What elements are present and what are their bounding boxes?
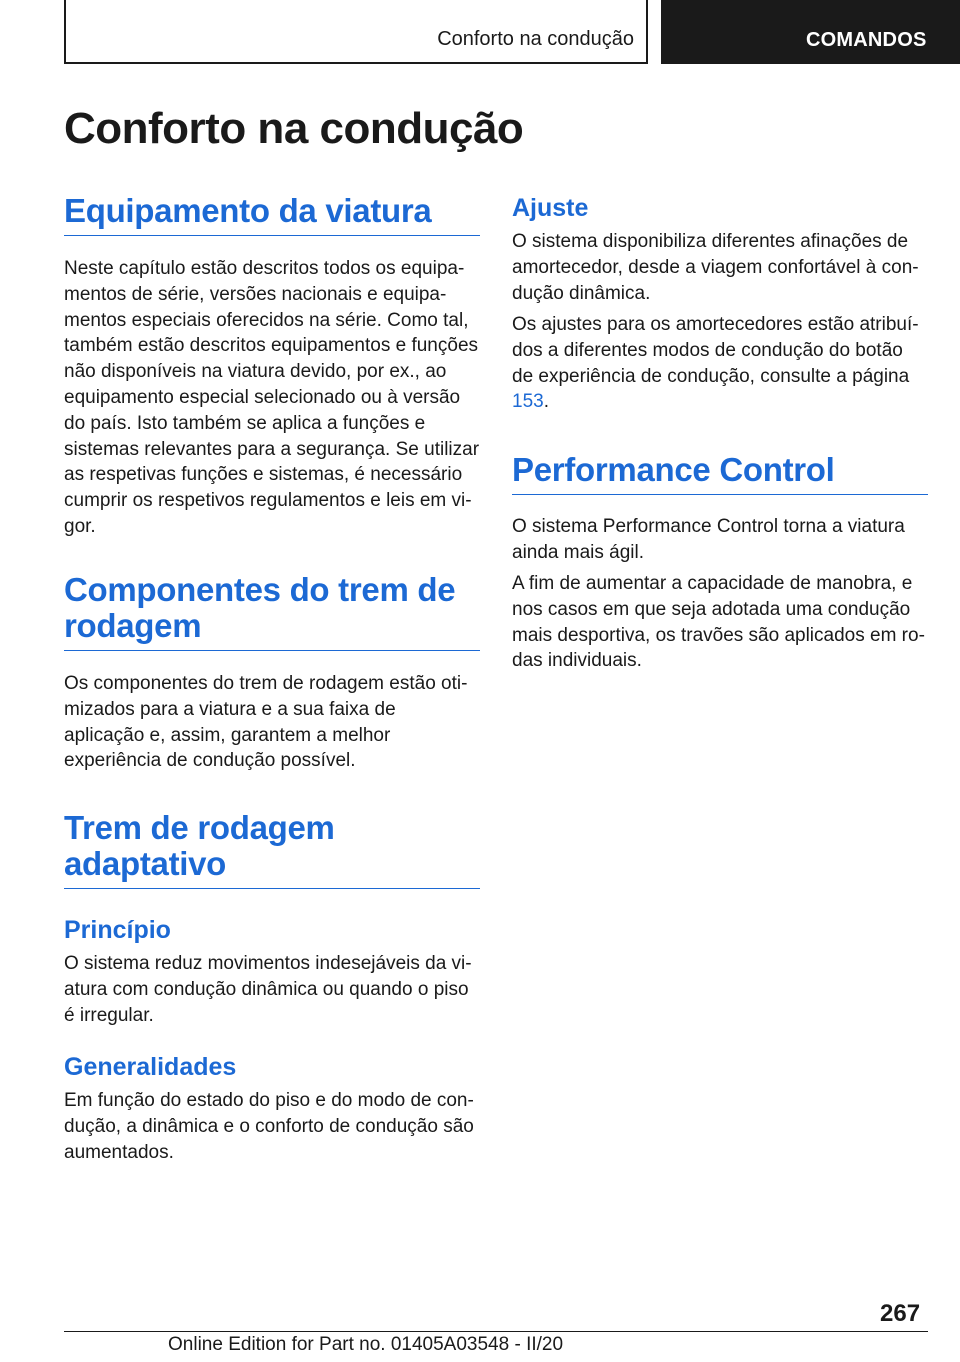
header-section-title: Conforto na condução xyxy=(437,28,634,50)
paragraph-ajuste-2-text: Os ajustes para os amortecedores estão atribuídos a diferentes modos de condução do botão de experiência de condução, consulte a página xyxy=(512,314,919,387)
paragraph-ajuste-1: O sistema disponibiliza diferentes afinações de amortecedor, desde a viagem confortável à condução dinâmica. xyxy=(512,231,919,304)
heading-componentes: Componentes do trem de rodagem xyxy=(64,572,480,651)
paragraph-performance-1: O sistema Performance Control torna a viatura ainda mais ágil. xyxy=(512,516,905,563)
footer-divider xyxy=(64,1331,928,1332)
page-number: 267 xyxy=(880,1300,921,1327)
heading-equipamento: Equipamento da viatura xyxy=(64,193,480,236)
header-chapter-box xyxy=(661,0,960,64)
page-link-153[interactable]: 153 xyxy=(512,391,544,413)
heading-ajuste: Ajuste xyxy=(512,194,589,222)
heading-principio: Princípio xyxy=(64,916,171,944)
heading-generalidades: Generalidades xyxy=(64,1053,237,1081)
page-title: Conforto na condução xyxy=(64,104,524,153)
heading-trem-adaptativo: Trem de rodagem adaptativo xyxy=(64,810,480,889)
header-chapter-title: COMANDOS xyxy=(806,29,927,51)
paragraph-ajuste-2 xyxy=(512,312,928,415)
paragraph-generalidades: Em função do estado do piso e do modo de condução, a dinâmica e o conforto de condução são aumentados. xyxy=(64,1090,474,1163)
paragraph-equipamento: Neste capítulo estão descritos todos os equipamentos de série, versões nacionais e equipamentos especiais oferecidos na série. Como tal, também estão descritos equipamentos e funções não disponíveis na viatura devido, por ex., ao equipamento especial selecionado ou à versão do país. Isto também se aplica a funções e sistemas relevantes para a segurança. Se utilizar as respetivas funções e sistemas, é necessário cumprir os respetivos regulamentos e leis em vigor. xyxy=(64,258,480,537)
paragraph-componentes: Os componentes do trem de rodagem estão otimizados para a viatura e a sua faixa de aplicação e, assim, garantem a melhor experiência de condução possível. xyxy=(64,673,468,772)
header-section-box xyxy=(64,0,648,64)
heading-performance-control: Performance Control xyxy=(512,452,928,495)
footer-edition: Online Edition for Part no. 01405A03548 - II/20 xyxy=(168,1334,564,1355)
paragraph-ajuste-2-end: . xyxy=(543,391,549,413)
paragraph-performance-2: A fim de aumentar a capacidade de manobra, e nos casos em que seja adotada uma condução mais desportiva, os travões são aplicados em rodas individuais. xyxy=(512,573,925,672)
paragraph-principio: O sistema reduz movimentos indesejáveis da viatura com condução dinâmica ou quando o piso é irregular. xyxy=(64,953,472,1026)
